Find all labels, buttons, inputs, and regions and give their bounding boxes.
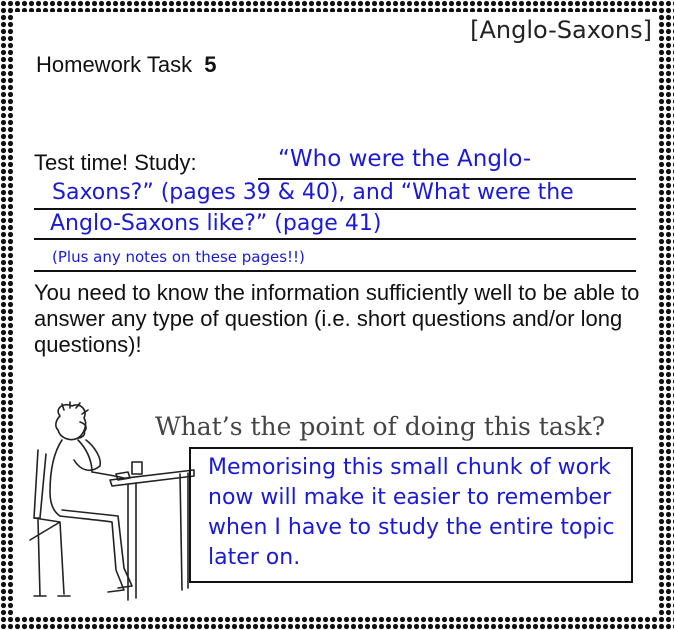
study-line-2: Saxons?” (pages 39 & 40), and “What were the (52, 180, 574, 205)
answer-line-4 (34, 270, 636, 272)
answer-text: Memorising this small chunk of work now will make it easier to remember when I have to study the entire topic later on. (208, 455, 615, 570)
answer-line-3 (34, 238, 636, 240)
homework-title (36, 52, 216, 78)
instruction-paragraph: You need to know the information sufficiently well to be able to answer any type of question (i.e. short questions and/or long questions)! (34, 280, 640, 357)
answer-line-2 (34, 208, 636, 210)
study-label: Test time! Study: (34, 150, 197, 175)
study-line-3: Anglo-Saxons like?” (page 41) (50, 211, 382, 236)
homework-label: Homework Task (36, 52, 193, 77)
point-question: What’s the point of doing this task? (155, 412, 606, 441)
answer-box (189, 447, 633, 583)
study-line-1: “Who were the Anglo- (278, 146, 532, 172)
study-note: (Plus any notes on these pages!!) (52, 248, 305, 266)
topic-label: [Anglo-Saxons] (470, 16, 652, 44)
homework-number: 5 (204, 52, 217, 77)
